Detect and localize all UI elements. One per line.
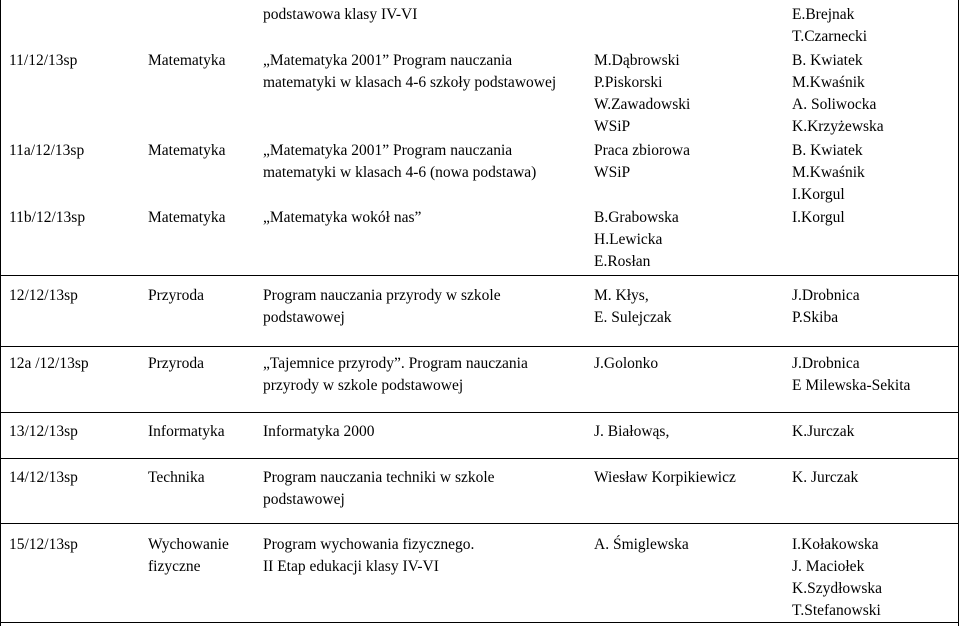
program-id-cell: 12/12/13sp (9, 287, 78, 304)
program-id-cell: 13/12/13sp (9, 423, 78, 440)
teachers-cell: B. Kwiatek M.Kwaśnik I.Korgul (792, 142, 865, 203)
teachers-cell: B. Kwiatek M.Kwaśnik A. Soliwocka K.Krzyżewska (792, 52, 884, 135)
subject-cell: Informatyka (148, 423, 225, 440)
authors-cell: M.Dąbrowski P.Piskorski W.Zawadowski WSiP (594, 52, 691, 135)
program-cell: „Tajemnice przyrody”. Program nauczania przyrody w szkole podstawowej (263, 355, 528, 394)
program-cell: Program wychowania fizycznego. II Etap edukacji klasy IV-VI (263, 536, 475, 575)
teachers-cell: J.Drobnica P.Skiba (792, 287, 860, 326)
row-divider (0, 458, 959, 459)
authors-cell: M. Kłys, E. Sulejczak (594, 287, 672, 326)
row-divider (0, 275, 959, 276)
program-id-cell: 11/12/13sp (9, 52, 78, 69)
subject-cell: Matematyka (148, 52, 226, 69)
table-border-left (0, 0, 1, 626)
teachers-cell: J.Drobnica E Milewska-Sekita (792, 355, 911, 394)
program-cell: „Matematyka wokół nas” (263, 209, 422, 226)
authors-cell: J.Golonko (594, 355, 659, 372)
row-divider (0, 346, 959, 347)
authors-cell: J. Białowąs, (594, 423, 670, 440)
program-id-cell: 14/12/13sp (9, 469, 78, 486)
authors-cell: A. Śmiglewska (594, 536, 689, 553)
program-id-cell: 11a/12/13sp (9, 142, 85, 159)
subject-cell: Przyroda (148, 355, 204, 372)
program-cell: Informatyka 2000 (263, 423, 375, 440)
program-cell: Program nauczania przyrody w szkole podstawowej (263, 287, 501, 326)
authors-cell: Praca zbiorowa WSiP (594, 142, 690, 181)
program-cell: „Matematyka 2001” Program nauczania matematyki w klasach 4-6 szkoły podstawowej (263, 52, 557, 91)
subject-cell: Wychowanie fizyczne (148, 536, 229, 575)
program-cell: Program nauczania techniki w szkole podstawowej (263, 469, 495, 508)
row-divider (0, 412, 959, 413)
teachers-cell: K.Jurczak (792, 423, 855, 440)
subject-cell: Matematyka (148, 209, 226, 226)
program-id-cell: 15/12/13sp (9, 536, 78, 553)
teachers-cell: I.Korgul (792, 209, 845, 226)
teachers-cell: K. Jurczak (792, 469, 859, 486)
row-divider (0, 523, 959, 524)
program-id-cell: 11b/12/13sp (9, 209, 86, 226)
authors-cell: B.Grabowska H.Lewicka E.Rosłan (594, 209, 679, 270)
teachers-cell: E.Brejnak T.Czarnecki (792, 6, 868, 45)
subject-cell: Przyroda (148, 287, 204, 304)
row-divider (0, 622, 959, 623)
teachers-cell: I.Kołakowska J. Maciołek K.Szydłowska T.Stefanowski (792, 536, 882, 619)
authors-cell: Wiesław Korpikiewicz (594, 469, 736, 486)
program-cell: „Matematyka 2001” Program nauczania matematyki w klasach 4-6 (nowa podstawa) (263, 142, 537, 181)
subject-cell: Technika (148, 469, 205, 486)
program-id-cell: 12a /12/13sp (9, 355, 89, 372)
program-cell: podstawowa klasy IV-VI (263, 6, 418, 23)
subject-cell: Matematyka (148, 142, 226, 159)
